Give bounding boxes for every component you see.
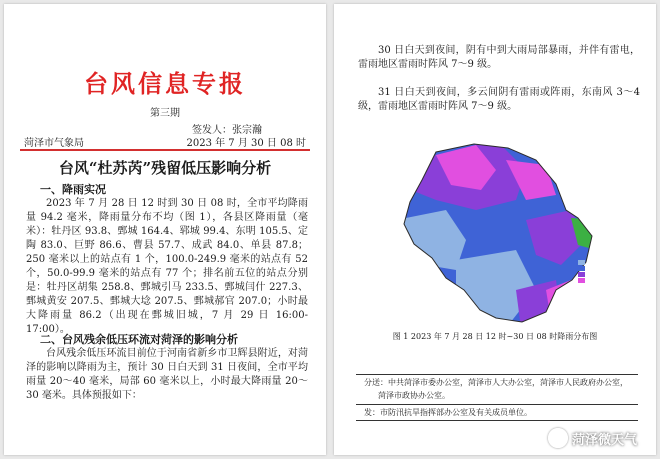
signer: 签发人：张宗瀚 xyxy=(192,125,262,136)
distribution-rule-middle xyxy=(356,404,638,405)
distribution-line-1: 分送：中共菏泽市委办公室，菏泽市人大办公室，菏泽市人民政府办公室， xyxy=(364,378,628,387)
report-header-title: 台风信息专报 xyxy=(84,69,246,98)
distribution-rule-top xyxy=(356,374,638,375)
account-watermark xyxy=(548,428,637,448)
forecast-30th: 30 日白天到夜间，阴有中到大雨局部暴雨，并伴有雷电，雷雨地区雷雨时阵风 7～9 级。 xyxy=(358,45,640,70)
section-2-text: 台风残余低压环流目前位于河南省新乡市卫辉县附近，对菏泽的影响以降雨为主，预计 30 日白天到 31 日夜间，全市平均雨量 20～40 毫米，局部 60 毫米以上，小时最大降雨量 20～30 毫米。具体预报如下： xyxy=(26,348,308,401)
rainfall-distribution-map xyxy=(396,140,596,328)
distribution-rule-bottom xyxy=(356,420,638,421)
right-document-page xyxy=(334,4,656,455)
figure-caption: 图 1 2023 年 7 月 28 日 12 时~30 日 08 时降雨分布图 xyxy=(392,332,598,341)
red-divider xyxy=(20,149,310,151)
left-document-page xyxy=(4,4,326,455)
wechat-account-icon xyxy=(548,428,568,448)
document-title: 台风“杜苏芮”残留低压影响分析 xyxy=(58,159,272,177)
issuing-office: 菏泽市气象局 xyxy=(24,138,84,149)
watermark-text: 菏泽微天气 xyxy=(572,432,638,448)
distribution-line-2: 菏泽市政协办公室。 xyxy=(378,391,450,400)
distribution-line-3: 发：市防汛抗旱指挥部办公室及有关成员单位。 xyxy=(364,408,532,417)
section-2-heading: 二、台风残余低压环流对菏泽的影响分析 xyxy=(40,333,238,346)
forecast-31st: 31 日白天到夜间，多云间阴有雷雨或阵雨，东南风 3～4 级，雷雨地区雷雨时阵风 7～9 级。 xyxy=(358,87,640,112)
issue-date: 2023 年 7 月 30 日 08 时 xyxy=(186,138,306,149)
section-1-heading: 一、降雨实况 xyxy=(40,183,106,196)
issue-number: 第三期 xyxy=(150,108,180,119)
section-1-text: 2023 年 7 月 28 日 12 时到 30 日 08 时，全市平均降雨量 94.2 毫米，降雨量分布不均（图 1），各县区降雨量（毫米）：牡丹区 93.8、鄄城 164.4、郓城 99.4、东明 105.5、定陶 83.0、巨野 86.6、曹县 57.7、成武 84.0、单县 87.8；250 毫米以上的站点有 1 个，100.0-249.9 毫米的站点有 52 个，50.0-99.9 毫米的站点有 77 个；排名前五位的站点分别是：牡丹区胡集 258.8、鄄城引马 233.5、鄄城闫什 227.3、鄄城黄安 207.5、鄄城大埝 207.5、鄄城郝官 207.0；小时最大降雨量 86.2（出现在鄄城旧城，7 月 29 日 16:00-17:00）。 xyxy=(26,198,308,335)
office-date-line xyxy=(24,134,306,149)
